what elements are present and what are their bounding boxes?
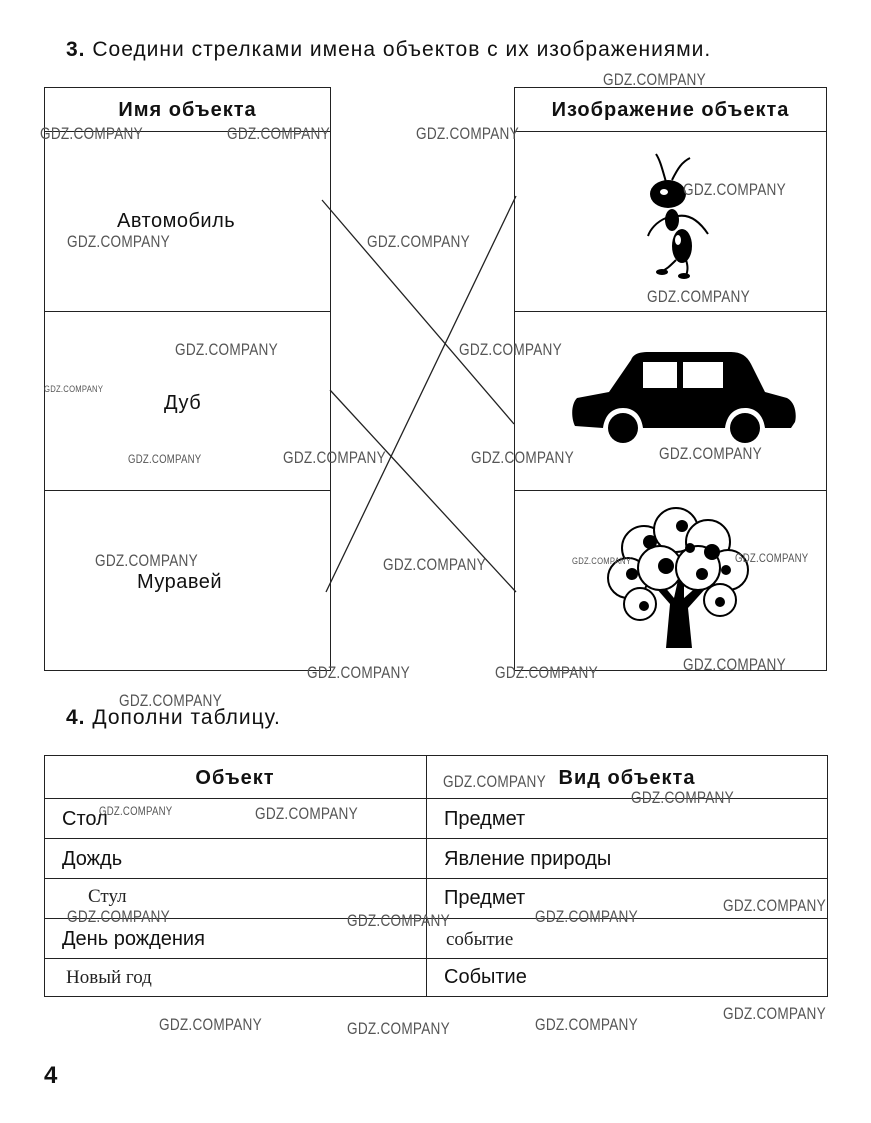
watermark: GDZ.COMPANY (471, 448, 574, 467)
watermark: GDZ.COMPANY (683, 180, 786, 199)
watermark: GDZ.COMPANY (159, 1015, 262, 1034)
type-table-row-divider (44, 838, 828, 839)
watermark: GDZ.COMPANY (307, 663, 410, 682)
watermark: GDZ.COMPANY (495, 663, 598, 682)
row4-object: День рождения (62, 928, 205, 950)
type-table-col-divider (426, 755, 427, 997)
right-header: Изображение объекта (551, 99, 790, 121)
row3-object: Стул (88, 886, 127, 907)
row1-type: Предмет (444, 808, 526, 830)
row4-type: событие (446, 929, 514, 950)
watermark: GDZ.COMPANY (535, 1015, 638, 1034)
watermark: GDZ.COMPANY (459, 340, 562, 359)
watermark: GDZ.COMPANY (723, 896, 826, 915)
type-table-row-divider (44, 878, 828, 879)
watermark: GDZ.COMPANY (735, 551, 809, 565)
left-header: Имя объекта (118, 99, 257, 121)
type-table-row-divider (44, 958, 828, 959)
watermark: GDZ.COMPANY (40, 124, 143, 143)
watermark: GDZ.COMPANY (99, 804, 173, 818)
row5-object: Новый год (66, 967, 152, 988)
watermark: GDZ.COMPANY (67, 232, 170, 251)
header-object: Объект (195, 767, 275, 789)
name-oak: Дуб (164, 392, 202, 414)
watermark: GDZ.COMPANY (128, 452, 202, 466)
header-object-type: Вид объекта (558, 767, 696, 789)
watermark: GDZ.COMPANY (631, 788, 734, 807)
task4-text: Дополни таблицу. (92, 706, 281, 729)
watermark: GDZ.COMPANY (347, 1019, 450, 1038)
watermark: GDZ.COMPANY (535, 907, 638, 926)
name-ant: Муравей (137, 571, 223, 593)
watermark: GDZ.COMPANY (255, 804, 358, 823)
watermark: GDZ.COMPANY (603, 70, 706, 89)
watermark: GDZ.COMPANY (723, 1004, 826, 1023)
watermark: GDZ.COMPANY (416, 124, 519, 143)
watermark: GDZ.COMPANY (227, 124, 330, 143)
watermark: GDZ.COMPANY (659, 444, 762, 463)
watermark: GDZ.COMPANY (647, 287, 750, 306)
row2-type: Явление природы (444, 848, 612, 870)
task4-number: 4. (66, 706, 86, 729)
row5-type: Событие (444, 966, 527, 988)
watermark: GDZ.COMPANY (367, 232, 470, 251)
task3-number: 3. (66, 38, 86, 61)
task3-text: Соедини стрелками имена объектов с их изображениями. (92, 38, 712, 61)
watermark: GDZ.COMPANY (347, 911, 450, 930)
row1-object: Стол (62, 808, 108, 830)
watermark: GDZ.COMPANY (119, 691, 222, 710)
watermark: GDZ.COMPANY (67, 907, 170, 926)
watermark: GDZ.COMPANY (44, 384, 104, 394)
page-number: 4 (44, 1062, 58, 1089)
watermark: GDZ.COMPANY (572, 556, 632, 566)
watermark: GDZ.COMPANY (175, 340, 278, 359)
watermark: GDZ.COMPANY (443, 772, 546, 791)
watermark: GDZ.COMPANY (683, 655, 786, 674)
row2-object: Дождь (62, 848, 123, 870)
watermark: GDZ.COMPANY (383, 555, 486, 574)
watermark: GDZ.COMPANY (95, 551, 198, 570)
name-car: Автомобиль (117, 210, 236, 232)
row3-type: Предмет (444, 887, 526, 909)
watermark: GDZ.COMPANY (283, 448, 386, 467)
